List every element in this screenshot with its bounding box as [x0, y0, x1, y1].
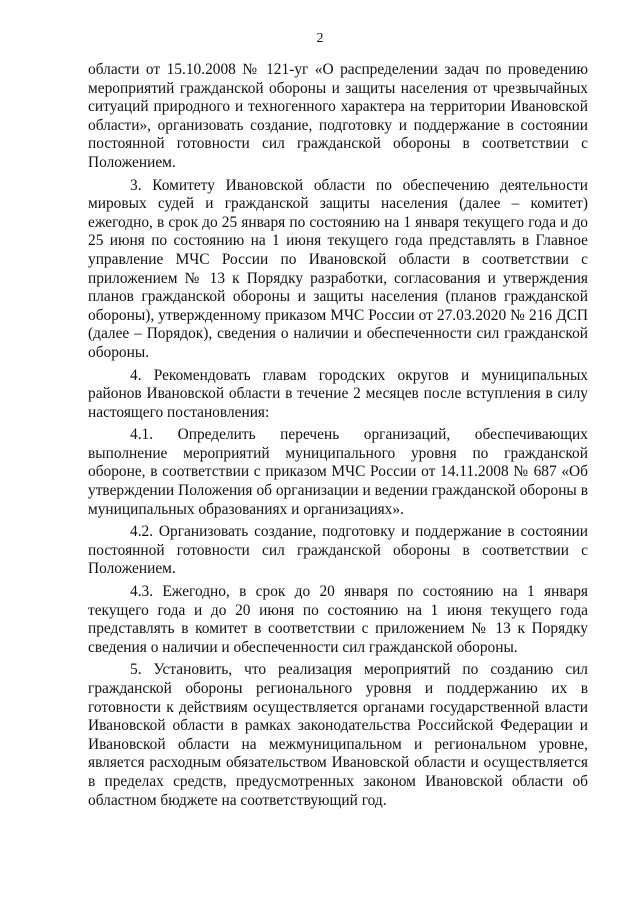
- paragraph-item-4: 4. Рекомендовать главам городских округов и муниципальных районов Ивановской области в течение 2 месяцев после вступления в силу настоящего постановления:: [88, 366, 588, 421]
- paragraph-item-4-2: 4.2. Организовать создание, подготовку и поддержание в состоянии постоянной готовности сил гражданской обороны в соответствии с Положением.: [88, 523, 588, 578]
- paragraph-item-4-1: 4.1. Определить перечень организаций, обеспечивающих выполнение мероприятий муниципального уровня по гражданской обороне, в соответствии с приказом МЧС России от 14.11.2008 № 687 «Об утверждении Положения об организации и ведении гражданской обороны в муниципальных образованиях и организациях».: [88, 426, 588, 518]
- paragraph-continuation: области от 15.10.2008 № 121-уг «О распределении задач по проведению мероприятий гражданской обороны и защиты населения от чрезвычайных ситуаций природного и техногенного характера на территории Ивановской области», организовать создание, подготовку и поддержание в состоянии постоянной готовности сил гражданской обороны в соответствии с Положением.: [88, 61, 588, 171]
- paragraph-item-5: 5. Установить, что реализация мероприятий по созданию сил гражданской обороны регионального уровня и поддержанию их в готовности к действиям осуществляется органами государственной власти Ивановской области в рамках законодательства Российской Федерации и Ивановской области на межмуниципальном и региональном уровне, является расходным обязательством Ивановской области и осуществляется в пределах средств, предусмотренных законом Ивановской области об областном бюджете на соответствующий год.: [88, 661, 588, 809]
- paragraph-item-3: 3. Комитету Ивановской области по обеспечению деятельности мировых судей и гражданской защиты населения (далее – комитет) ежегодно, в срок до 25 января по состоянию на 1 января текущего года и до 25 июня по состоянию на 1 июня текущего года представлять в Главное управление МЧС России по Ивановской области в соответствии с приложением № 13 к Порядку разработки, согласования и утверждения планов гражданской обороны и защиты населения (планов гражданской обороны), утвержденному приказом МЧС России от 27.03.2020 № 216 ДСП (далее – Порядок), сведения о наличии и обеспеченности сил гражданской обороны.: [88, 176, 588, 361]
- page-number: 2: [316, 31, 324, 46]
- document-body: [88, 61, 588, 814]
- paragraph-item-4-3: 4.3. Ежегодно, в срок до 20 января по состоянию на 1 января текущего года и до 20 июня по состоянию на 1 июня текущего года представлять в комитет в соответствии с приложением № 13 к Порядку сведения о наличии и обеспеченности сил гражданской обороны.: [88, 583, 588, 656]
